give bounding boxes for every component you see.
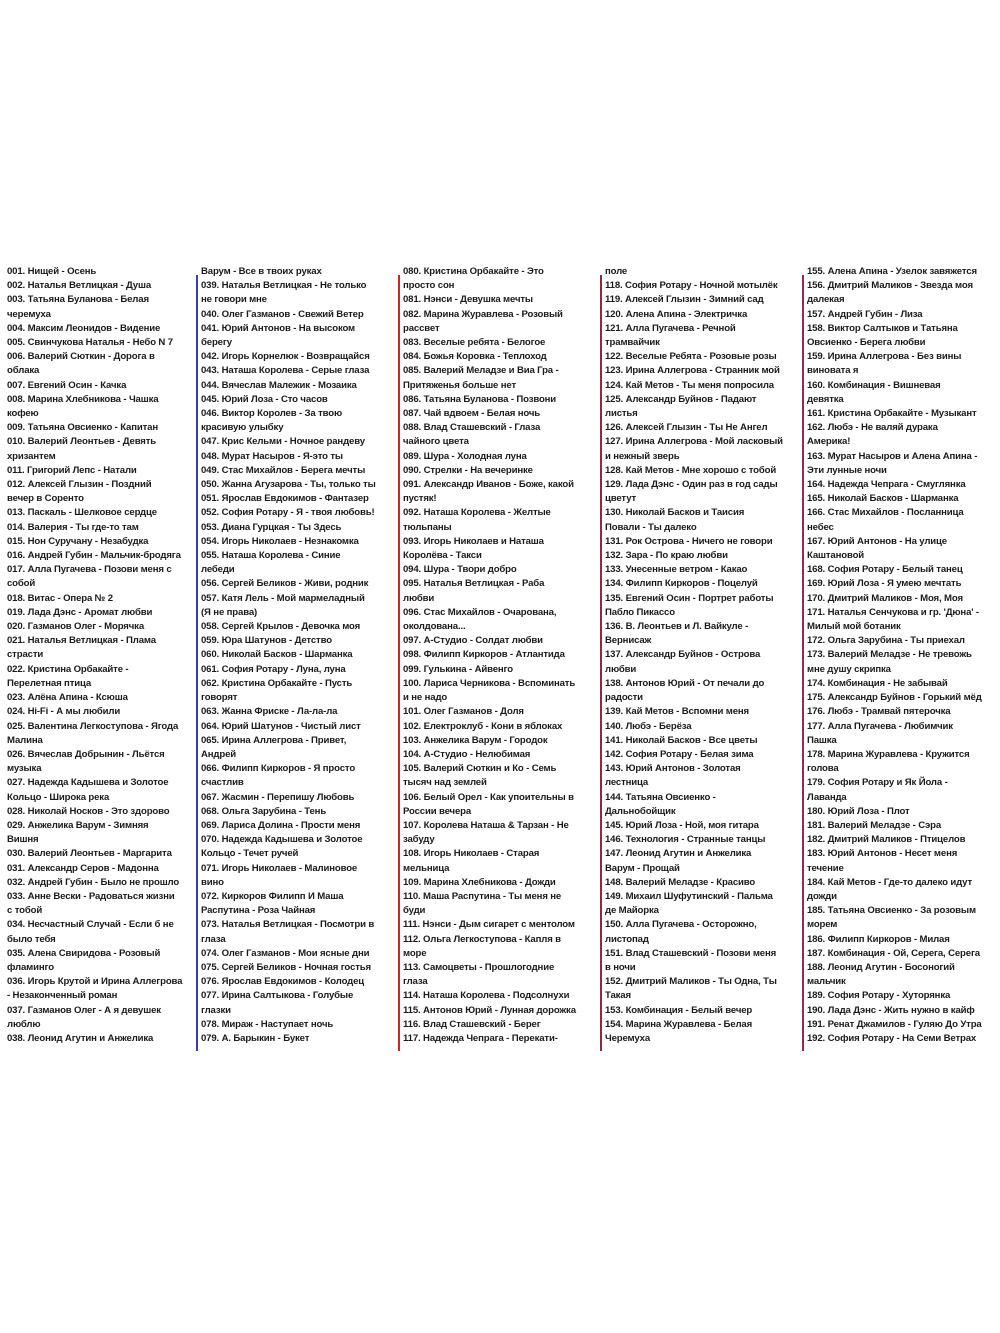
track-line: 116. Влад Сташевский - Берег: [403, 1018, 541, 1030]
track-line: 157. Андрей Губин - Лиза: [807, 308, 923, 320]
track-line: 054. Игорь Николаев - Незнакомка: [201, 535, 359, 547]
track-line: 078. Мираж - Наступает ночь: [201, 1018, 334, 1030]
track-line: пустяк!: [403, 493, 437, 505]
track-line: 036. Игорь Крутой и Ирина Аллегрова: [7, 976, 183, 988]
track-line: 154. Марина Журавлева - Белая: [605, 1018, 753, 1030]
track-line: 192. София Ротару - На Семи Ветрах: [807, 1032, 977, 1044]
track-line: любви: [403, 592, 435, 604]
track-line: глазки: [201, 1004, 231, 1016]
track-line: Милый мой ботаник: [807, 621, 901, 633]
track-line: Дальнобойщик: [605, 805, 676, 817]
track-line: 165. Николай Басков - Шарманка: [807, 493, 959, 505]
column-rule: [802, 275, 804, 1051]
track-line: Вернисаж: [605, 635, 652, 647]
track-line: 117. Надежда Чепрага - Перекати-: [403, 1032, 558, 1044]
track-line: 059. Юра Шатунов - Детство: [201, 635, 332, 647]
track-line: дожди: [807, 890, 837, 902]
track-line: 017. Алла Пугачева - Позови меня с: [7, 564, 172, 576]
track-line: 077. Ирина Салтыкова - Голубые: [201, 990, 354, 1002]
track-line: 030. Валерий Леонтьев - Маргарита: [7, 848, 172, 860]
track-line: Америка!: [807, 436, 851, 448]
track-line: 167. Юрий Антонов - На улице: [807, 535, 947, 547]
track-line: 011. Григорий Лепс - Натали: [7, 464, 137, 476]
track-line: 062. Кристина Орбакайте - Пусть: [201, 677, 353, 689]
track-line: 065. Ирина Аллегрова - Привет,: [201, 734, 347, 746]
track-line: и не надо: [403, 692, 448, 704]
tracklist: [603, 265, 799, 1046]
track-line: морем: [807, 919, 838, 931]
track-line: 080. Кристина Орбакайте - Это: [403, 266, 544, 277]
track-line: вино: [201, 876, 224, 888]
track-line: 185. Татьяна Овсиенко - За розовым: [807, 905, 976, 917]
track-line: 137. Александр Буйнов - Острова: [605, 649, 761, 661]
track-line: 085. Валерий Меладзе и Виа Гра -: [403, 365, 559, 377]
track-line: 135. Евгений Осин - Портрет работы: [605, 592, 774, 604]
track-line: 179. София Ротару и Як Йола -: [807, 777, 948, 789]
track-line: 174. Комбинация - Не забывай: [807, 677, 948, 689]
track-line: Вишня: [7, 834, 39, 846]
tracklist-column-5: [802, 265, 998, 1051]
track-line: 044. Вячеслав Малежик - Мозаика: [201, 379, 357, 391]
tracklist-column-2: [196, 265, 395, 1051]
track-line: 177. Алла Пугачева - Любимчик: [807, 720, 953, 732]
track-line: небес: [807, 521, 834, 533]
tracklist-column-3: [398, 265, 597, 1051]
track-line: 072. Киркоров Филипп И Маша: [201, 890, 344, 902]
track-line: не говори мне: [201, 294, 267, 306]
track-line: тысяч над землей: [403, 777, 487, 789]
track-line: забуду: [403, 834, 435, 846]
track-line: говорят: [201, 692, 238, 704]
track-line: 171. Наталья Сенчукова и гр. 'Дюна' -: [807, 606, 979, 618]
track-line: 096. Стас Михайлов - Очарована,: [403, 606, 557, 618]
track-line: 190. Лада Дэнс - Жить нужно в кайф: [807, 1004, 975, 1016]
track-line: 019. Лада Дэнс - Аромат любви: [7, 606, 153, 618]
track-line: 119. Алексей Глызин - Зимний сад: [605, 294, 764, 306]
track-line: 023. Алёна Апина - Ксюша: [7, 692, 128, 704]
track-line: 083. Веселые ребята - Белогое: [403, 337, 546, 349]
track-line: буди: [403, 905, 426, 917]
track-line: 094. Шура - Твори добро: [403, 564, 517, 576]
track-line: мне душу скрипка: [807, 663, 891, 675]
track-line: 031. Александр Серов - Мадонна: [7, 862, 159, 874]
track-line: 100. Лариса Черникова - Вспоминать: [403, 677, 576, 689]
track-line: 103. Анжелика Варум - Городок: [403, 734, 548, 746]
track-line: девятка: [807, 393, 844, 405]
track-line: Овсиенко - Берега любви: [807, 337, 926, 349]
tracklist-sheet: [2, 265, 998, 1057]
track-line: Королёва - Такси: [403, 550, 482, 562]
track-line: течение: [807, 862, 844, 874]
track-line: глаза: [201, 933, 226, 945]
track-line: 136. В. Леонтьев и Л. Вайкуле -: [605, 621, 749, 633]
track-line: лебеди: [201, 564, 235, 576]
track-line: 169. Юрий Лоза - Я умею мечтать: [807, 578, 962, 590]
track-line: кофею: [7, 408, 39, 420]
track-line: Кольцо - Течет ручей: [201, 848, 299, 860]
track-line: вечер в Соренто: [7, 493, 84, 505]
track-line: 027. Надежда Кадышева и Золотое: [7, 777, 169, 789]
track-line: 060. Николай Басков - Шарманка: [201, 649, 353, 661]
track-line: 122. Веселые Ребята - Розовые розы: [605, 351, 777, 363]
track-line: 168. София Ротару - Белый танец: [807, 564, 963, 576]
track-line: 022. Кристина Орбакайте -: [7, 663, 129, 675]
track-line: 046. Виктор Королев - За твою: [201, 408, 343, 420]
track-line: 071. Игорь Николаев - Малиновое: [201, 862, 358, 874]
track-line: 051. Ярослав Евдокимов - Фантазер: [201, 493, 369, 505]
track-line: 098. Филипп Киркоров - Атлантида: [403, 649, 565, 661]
track-line: голова: [807, 763, 839, 775]
track-line: околдована...: [403, 621, 466, 633]
track-line: 106. Белый Орел - Как упоительны в: [403, 791, 574, 803]
track-line: 162. Любэ - Не валяй дурака: [807, 422, 938, 434]
track-line: виновата я: [807, 365, 859, 377]
track-line: 087. Чай вдвоем - Белая ночь: [403, 408, 541, 420]
track-line: 010. Валерий Леонтьев - Девять: [7, 436, 157, 448]
track-line: 020. Газманов Олег - Морячка: [7, 621, 145, 633]
track-line: 038. Леонид Агутин и Анжелика: [7, 1032, 154, 1044]
track-line: Такая: [605, 990, 631, 1002]
track-line: Черемуха: [605, 1032, 651, 1044]
track-line: 015. Нон Суручану - Незабудка: [7, 535, 149, 547]
tracklist-column-4: [600, 265, 799, 1051]
track-line: 004. Максим Леонидов - Видение: [7, 322, 161, 334]
column-rule: [398, 275, 400, 1051]
track-line: было тебя: [7, 933, 56, 945]
track-line: 068. Ольга Зарубина - Тень: [201, 805, 327, 817]
track-line: 002. Наталья Ветлицкая - Душа: [7, 280, 152, 292]
tracklist-column-1: [2, 265, 194, 1051]
track-line: 121. Алла Пугачева - Речной: [605, 322, 736, 334]
track-line: 058. Сергей Крылов - Девочка моя: [201, 621, 361, 633]
track-line: радости: [605, 692, 643, 704]
track-line: 182. Дмитрий Маликов - Птицелов: [807, 834, 966, 846]
track-line: 187. Комбинация - Ой, Серега, Серега: [807, 947, 980, 959]
track-line: 005. Свинчукова Наталья - Небо N 7: [7, 337, 173, 349]
track-line: 175. Александр Буйнов - Горький мёд: [807, 692, 982, 704]
tracklist: [199, 265, 395, 1046]
track-line: Кольцо - Широка река: [7, 791, 110, 803]
track-line: 184. Кай Метов - Где-то далеко идут: [807, 876, 972, 888]
track-line: 152. Дмитрий Маликов - Ты Одна, Ты: [605, 976, 777, 988]
track-line: 012. Алексей Глызин - Поздний: [7, 479, 152, 491]
column-rule: [600, 275, 602, 1051]
track-line: просто сон: [403, 280, 455, 292]
track-line: 125. Александр Буйнов - Падают: [605, 393, 757, 405]
track-line: 007. Евгений Осин - Качка: [7, 379, 127, 391]
track-line: 131. Рок Острова - Ничего не говори: [605, 535, 773, 547]
track-line: Распутина - Роза Чайная: [201, 905, 316, 917]
track-line: 097. А-Студио - Солдат любви: [403, 635, 543, 647]
track-line: 176. Любэ - Трамвай пятерочка: [807, 706, 951, 718]
track-line: 150. Алла Пугачева - Осторожно,: [605, 919, 757, 931]
track-line: 063. Жанна Фриске - Ла-ла-ла: [201, 706, 338, 718]
track-line: 181. Валерий Меладзе - Сэра: [807, 819, 942, 831]
tracklist: [805, 265, 998, 1046]
track-line: 090. Стрелки - На вечеринке: [403, 464, 533, 476]
track-line: 107. Королева Наташа & Тарзан - Не: [403, 819, 569, 831]
track-line: 159. Ирина Аллегрова - Без вины: [807, 351, 962, 363]
track-line: России вечера: [403, 805, 472, 817]
track-line: 104. А-Студио - Нелюбимая: [403, 748, 531, 760]
track-line: 037. Газманов Олег - А я девушек: [7, 1004, 161, 1016]
track-line: Пабло Пикассо: [605, 606, 675, 618]
track-line: 191. Ренат Джамилов - Гуляю До Утра: [807, 1018, 982, 1030]
tracklist: [5, 265, 194, 1046]
track-line: 081. Нэнси - Девушка мечты: [403, 294, 533, 306]
track-line: 025. Валентина Легкоступова - Ягода: [7, 720, 179, 732]
track-line: 001. Нищей - Осень: [7, 266, 97, 277]
track-line: 073. Наталья Ветлицкая - Посмотри в: [201, 919, 375, 931]
track-line: 082. Марина Журавлева - Розовый: [403, 308, 563, 320]
track-line: 112. Ольга Легкоступова - Капля в: [403, 933, 561, 945]
track-line: 040. Олег Газманов - Свежий Ветер: [201, 308, 364, 320]
track-line: поле: [605, 266, 628, 277]
track-line: 101. Олег Газманов - Доля: [403, 706, 524, 718]
track-line: море: [403, 947, 427, 959]
track-line: 128. Кай Метов - Мне хорошо с тобой: [605, 464, 777, 476]
track-line: 118. София Ротару - Ночной мотылёк: [605, 280, 778, 292]
track-line: 013. Паскаль - Шелковое сердце: [7, 507, 157, 519]
track-line: облака: [7, 365, 40, 377]
track-line: 129. Лада Дэнс - Один раз в год сады: [605, 479, 778, 491]
track-line: 049. Стас Михайлов - Берега мечты: [201, 464, 366, 476]
track-line: 166. Стас Михайлов - Посланница: [807, 507, 964, 519]
track-line: 006. Валерий Сюткин - Дорога в: [7, 351, 155, 363]
track-line: 048. Мурат Насыров - Я-это ты: [201, 450, 343, 462]
track-line: - Незаконченный роман: [7, 990, 118, 1002]
track-line: 067. Жасмин - Перепишу Любовь: [201, 791, 355, 803]
track-line: 120. Алена Апина - Электричка: [605, 308, 748, 320]
track-line: 088. Влад Сташевский - Глаза: [403, 422, 541, 434]
track-line: 123. Ирина Аллегрова - Странник мой: [605, 365, 780, 377]
track-line: рассвет: [403, 322, 440, 334]
track-line: счастлив: [201, 777, 244, 789]
track-line: 141. Николай Басков - Все цветы: [605, 734, 758, 746]
track-line: 138. Антонов Юрий - От печали до: [605, 677, 765, 689]
track-line: любви: [605, 663, 637, 675]
track-line: мальчик: [807, 976, 846, 988]
track-line: 034. Несчастный Случай - Если б не: [7, 919, 174, 931]
track-line: 111. Нэнси - Дым сигарет с ментолом: [403, 919, 575, 931]
track-line: Эти лунные ночи: [807, 464, 887, 476]
track-line: 055. Наташа Королева - Синие: [201, 550, 341, 562]
track-line: 028. Николай Носков - Это здорово: [7, 805, 170, 817]
track-line: 089. Шура - Холодная луна: [403, 450, 527, 462]
column-rule: [196, 275, 198, 1051]
track-line: 144. Татьяна Овсиенко -: [605, 791, 716, 803]
track-line: далекая: [807, 294, 845, 306]
track-line: 070. Надежда Кадышева и Золотое: [201, 834, 363, 846]
track-line: 047. Крис Кельми - Ночное рандеву: [201, 436, 365, 448]
track-line: цветут: [605, 493, 637, 505]
track-line: 160. Комбинация - Вишневая: [807, 379, 941, 391]
track-line: 009. Татьяна Овсиенко - Капитан: [7, 422, 159, 434]
track-line: 110. Маша Распутина - Ты меня не: [403, 890, 562, 902]
track-line: 016. Андрей Губин - Мальчик-бродяга: [7, 550, 181, 562]
track-line: 186. Филипп Киркоров - Милая: [807, 933, 950, 945]
track-line: 029. Анжелика Варум - Зимняя: [7, 819, 149, 831]
track-line: 052. София Ротару - Я - твоя любовь!: [201, 507, 375, 519]
track-line: 142. София Ротару - Белая зима: [605, 748, 754, 760]
track-line: Перелетная птица: [7, 677, 92, 689]
track-line: Малина: [7, 734, 43, 746]
track-line: 032. Андрей Губин - Было не прошло: [7, 876, 180, 888]
track-line: Каштановой: [807, 550, 865, 562]
track-line: 108. Игорь Николаев - Старая: [403, 848, 540, 860]
track-line: черемуха: [7, 308, 51, 320]
track-line: лестница: [605, 777, 649, 789]
track-line: 056. Сергей Беликов - Живи, родник: [201, 578, 369, 590]
track-line: страсти: [7, 649, 44, 661]
track-line: 147. Леонид Агутин и Анжелика: [605, 848, 752, 860]
track-line: 079. А. Барыкин - Букет: [201, 1032, 310, 1044]
track-line: листья: [605, 408, 638, 420]
track-line: 148. Валерий Меладзе - Красиво: [605, 876, 756, 888]
track-line: Повали - Ты далеко: [605, 521, 697, 533]
track-line: 153. Комбинация - Белый вечер: [605, 1004, 753, 1016]
track-line: 057. Катя Лель - Мой мармеладный: [201, 592, 365, 604]
track-line: 061. София Ротару - Луна, луна: [201, 663, 346, 675]
track-line: 042. Игорь Корнелюк - Возвращайся: [201, 351, 370, 363]
track-line: 024. Hi-Fi - А мы любили: [7, 706, 121, 718]
track-line: 039. Наталья Ветлицкая - Не только: [201, 280, 367, 292]
track-line: собой: [7, 578, 36, 590]
track-line: 124. Кай Метов - Ты меня попросила: [605, 379, 774, 391]
track-line: красивую улыбку: [201, 422, 284, 434]
track-line: Притяженья больше нет: [403, 379, 517, 391]
track-line: 092. Наташа Королева - Желтые: [403, 507, 551, 519]
track-line: 099. Гулькина - Айвенго: [403, 663, 513, 675]
track-line: 043. Наташа Королева - Серые глаза: [201, 365, 370, 377]
tracklist: [401, 265, 597, 1046]
track-line: 130. Николай Басков и Таисия: [605, 507, 745, 519]
track-line: 041. Юрий Антонов - На высоком: [201, 322, 356, 334]
track-line: 102. Електроклуб - Кони в яблоках: [403, 720, 563, 732]
track-line: 008. Марина Хлебникова - Чашка: [7, 393, 159, 405]
track-line: в ночи: [605, 961, 636, 973]
track-line: 127. Ирина Аллегрова - Мой ласковый: [605, 436, 783, 448]
track-line: Лаванда: [807, 791, 847, 803]
track-line: глаза: [403, 976, 428, 988]
track-line: 045. Юрий Лоза - Сто часов: [201, 393, 328, 405]
track-line: и нежный зверь: [605, 450, 680, 462]
track-line: 113. Самоцветы - Прошлогодние: [403, 961, 555, 973]
track-line: 140. Любэ - Берёза: [605, 720, 692, 732]
track-line: 151. Влад Сташевский - Позови меня: [605, 947, 777, 959]
track-line: 114. Наташа Королева - Подсолнухи: [403, 990, 570, 1002]
track-line: 021. Наталья Ветлицкая - Плама: [7, 635, 156, 647]
track-line: 134. Филипп Киркоров - Поцелуй: [605, 578, 758, 590]
track-line: 075. Сергей Беликов - Ночная гостья: [201, 961, 371, 973]
track-line: 076. Ярослав Евдокимов - Колодец: [201, 976, 365, 988]
track-line: 163. Мурат Насыров и Алена Апина -: [807, 450, 978, 462]
track-line: Варум - Прощай: [605, 862, 680, 874]
track-line: 074. Олег Газманов - Мои ясные дни: [201, 947, 370, 959]
track-line: де Майорка: [605, 905, 659, 917]
track-line: (Я не права): [201, 606, 258, 618]
track-line: 158. Виктор Салтыков и Татьяна: [807, 322, 958, 334]
track-line: 064. Юрий Шатунов - Чистый лист: [201, 720, 361, 732]
track-line: 086. Татьяна Буланова - Позвони: [403, 393, 557, 405]
track-line: 033. Анне Вески - Радоваться жизни: [7, 890, 175, 902]
track-line: трамвайчик: [605, 337, 660, 349]
track-line: 035. Алена Свиридова - Розовый: [7, 947, 161, 959]
track-line: 084. Божья Коровка - Теплоход: [403, 351, 547, 363]
track-line: люблю: [7, 1018, 41, 1030]
track-line: 146. Технология - Странные танцы: [605, 834, 766, 846]
track-line: 164. Надежда Чепрага - Смуглянка: [807, 479, 966, 491]
track-line: 172. Ольга Зарубина - Ты приехал: [807, 635, 965, 647]
track-line: 170. Дмитрий Маликов - Моя, Моя: [807, 592, 963, 604]
track-line: 066. Филипп Киркоров - Я просто: [201, 763, 356, 775]
track-line: 093. Игорь Николаев и Наташа: [403, 535, 544, 547]
track-line: Андрей: [201, 748, 237, 760]
track-line: 133. Унесенные ветром - Какао: [605, 564, 748, 576]
track-line: 145. Юрий Лоза - Ной, моя гитара: [605, 819, 759, 831]
track-line: Варум - Все в твоих руках: [201, 266, 322, 277]
track-line: 155. Алена Апина - Узелок завяжется: [807, 266, 977, 277]
track-line: мельница: [403, 862, 450, 874]
track-line: музыка: [7, 763, 42, 775]
track-line: 050. Жанна Агузарова - Ты, только ты: [201, 479, 376, 491]
track-line: 139. Кай Метов - Вспомни меня: [605, 706, 749, 718]
track-line: 091. Александр Иванов - Боже, какой: [403, 479, 574, 491]
track-line: хризантем: [7, 450, 56, 462]
track-line: с тобой: [7, 905, 43, 917]
track-line: 173. Валерий Меладзе - Не тревожь: [807, 649, 972, 661]
track-line: 105. Валерий Сюткин и Ко - Семь: [403, 763, 557, 775]
track-line: 115. Антонов Юрий - Лунная дорожка: [403, 1004, 576, 1016]
track-line: 069. Лариса Долина - Прости меня: [201, 819, 361, 831]
track-line: 188. Леонид Агутин - Босоногий: [807, 961, 955, 973]
track-line: 183. Юрий Антонов - Несет меня: [807, 848, 958, 860]
track-line: 132. Зара - По краю любви: [605, 550, 728, 562]
track-line: 003. Татьяна Буланова - Белая: [7, 294, 149, 306]
track-line: 178. Марина Журавлева - Кружится: [807, 748, 970, 760]
track-line: чайного цвета: [403, 436, 469, 448]
track-line: 053. Диана Гурцкая - Ты Здесь: [201, 521, 342, 533]
track-line: 156. Дмитрий Маликов - Звезда моя: [807, 280, 973, 292]
track-line: 126. Алексей Глызин - Ты Не Ангел: [605, 422, 768, 434]
track-line: 014. Валерия - Ты где-то там: [7, 521, 139, 533]
track-line: 143. Юрий Антонов - Золотая: [605, 763, 741, 775]
track-line: 109. Марина Хлебникова - Дожди: [403, 876, 556, 888]
track-line: 018. Витас - Опера № 2: [7, 592, 113, 604]
track-line: листопад: [605, 933, 649, 945]
track-line: 026. Вячеслав Добрынин - Льётся: [7, 748, 165, 760]
track-line: 161. Кристина Орбакайте - Музыкант: [807, 408, 977, 420]
track-line: 149. Михаил Шуфутинский - Пальма: [605, 890, 773, 902]
track-line: 095. Наталья Ветлицкая - Раба: [403, 578, 545, 590]
track-line: фламинго: [7, 961, 54, 973]
track-line: 189. София Ротару - Хуторянка: [807, 990, 951, 1002]
track-line: Пашка: [807, 734, 837, 746]
track-line: берегу: [201, 337, 232, 349]
track-line: 180. Юрий Лоза - Плот: [807, 805, 910, 817]
track-line: тюльпаны: [403, 521, 452, 533]
